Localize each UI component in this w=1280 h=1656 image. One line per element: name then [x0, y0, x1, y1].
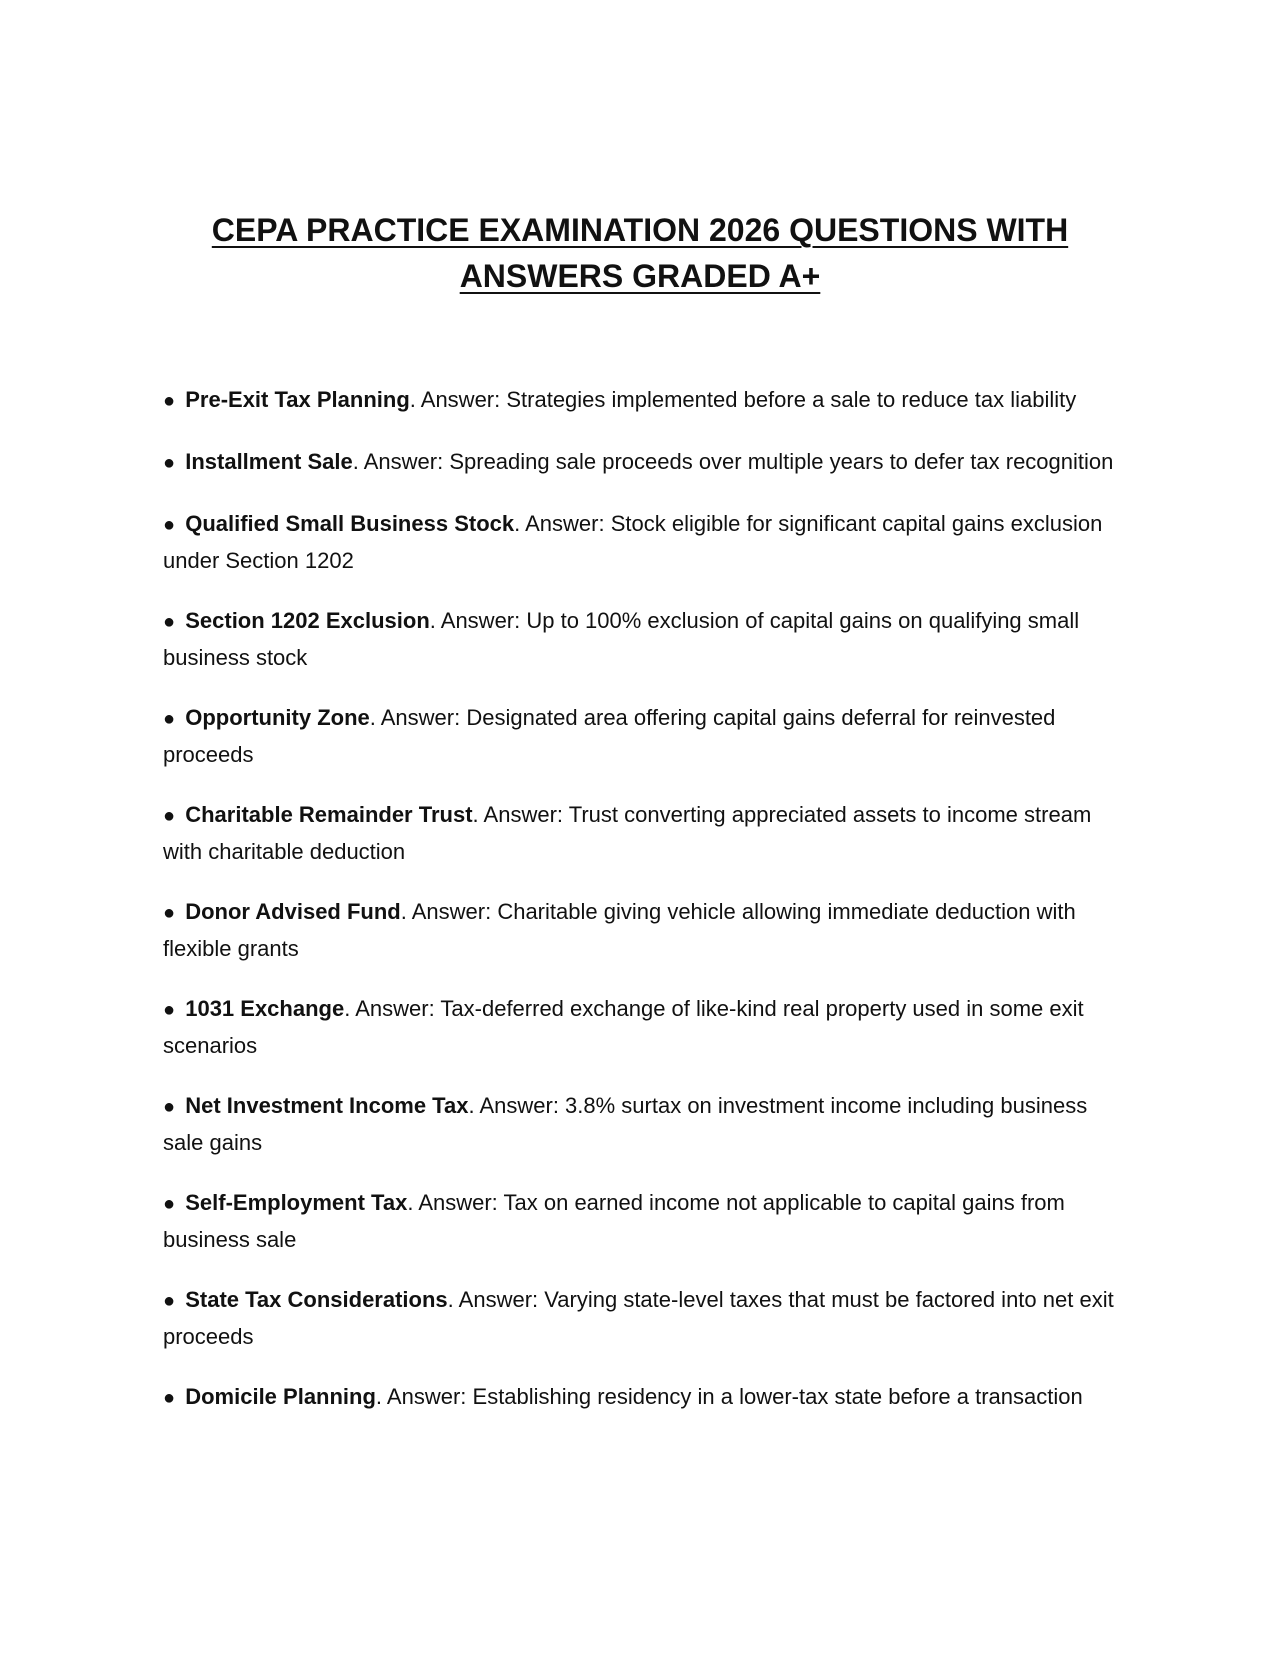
item-term: Donor Advised Fund [185, 899, 401, 924]
answer-prefix: . Answer: [409, 387, 507, 412]
bullet-icon: ● [163, 1290, 176, 1312]
bullet-icon: ● [163, 1387, 176, 1409]
bullet-icon: ● [163, 452, 176, 474]
list-item [163, 991, 1123, 1063]
item-answer: Up to 100% exclusion of capital gains on qualifying small business stock [163, 608, 1080, 670]
bullet-icon: ● [163, 1096, 176, 1118]
list-item [163, 603, 1123, 675]
answer-prefix: . Answer: [352, 449, 450, 474]
item-term: Self-Employment Tax [185, 1190, 408, 1215]
list-item [163, 700, 1123, 772]
bullet-icon: ● [163, 999, 176, 1021]
list-item [163, 1282, 1123, 1354]
item-term: Section 1202 Exclusion [185, 608, 430, 633]
item-term: Charitable Remainder Trust [185, 802, 473, 827]
item-term: Installment Sale [185, 449, 353, 474]
item-answer: Varying state-level taxes that must be factored into net exit proceeds [163, 1287, 1114, 1349]
item-term: Pre-Exit Tax Planning [185, 387, 410, 412]
item-answer: Tax on earned income not applicable to capital gains from business sale [163, 1190, 1065, 1252]
item-answer: Charitable giving vehicle allowing immediate deduction with flexible grants [163, 899, 1076, 961]
bullet-icon: ● [163, 514, 176, 536]
answer-prefix: . Answer: [344, 996, 441, 1021]
list-item [163, 382, 1123, 419]
answer-prefix: . Answer: [429, 608, 527, 633]
list-item [163, 506, 1123, 578]
answer-prefix: . Answer: [472, 802, 569, 827]
list-item [163, 444, 1123, 481]
item-term: Net Investment Income Tax [185, 1093, 469, 1118]
bullet-icon: ● [163, 1193, 176, 1215]
title-line-2: ANSWERS GRADED A+ [459, 258, 821, 294]
item-answer: 3.8% surtax on investment income including business sale gains [163, 1093, 1088, 1155]
item-term: Opportunity Zone [185, 705, 370, 730]
item-answer: Tax-deferred exchange of like-kind real property used in some exit scenarios [163, 996, 1084, 1058]
item-answer: Spreading sale proceeds over multiple years to defer tax recognition [449, 449, 1114, 474]
list-item [163, 797, 1123, 869]
item-answer: Trust converting appreciated assets to income stream with charitable deduction [163, 802, 1092, 864]
item-answer: Strategies implemented before a sale to reduce tax liability [506, 387, 1077, 412]
answer-prefix: . Answer: [447, 1287, 545, 1312]
bullet-icon: ● [163, 611, 176, 633]
bullet-icon: ● [163, 805, 176, 827]
item-term: 1031 Exchange [185, 996, 345, 1021]
title-line-1: CEPA PRACTICE EXAMINATION 2026 QUESTIONS WITH [211, 212, 1069, 248]
list-item [163, 1088, 1123, 1160]
item-term: State Tax Considerations [185, 1287, 448, 1312]
list-item [163, 1185, 1123, 1257]
answer-prefix: . Answer: [400, 899, 498, 924]
item-answer: Stock eligible for significant capital gains exclusion under Section 1202 [163, 511, 1103, 573]
list-item [163, 894, 1123, 966]
qa-list [163, 382, 1123, 1441]
list-item [163, 1379, 1123, 1416]
answer-prefix: . Answer: [514, 511, 611, 536]
item-answer: Establishing residency in a lower-tax state before a transaction [472, 1384, 1083, 1409]
bullet-icon: ● [163, 708, 176, 730]
item-answer: Designated area offering capital gains deferral for reinvested proceeds [163, 705, 1056, 767]
bullet-icon: ● [163, 390, 176, 412]
document-title [120, 207, 1160, 299]
item-term: Qualified Small Business Stock [185, 511, 515, 536]
answer-prefix: . Answer: [407, 1190, 504, 1215]
bullet-icon: ● [163, 902, 176, 924]
answer-prefix: . Answer: [468, 1093, 566, 1118]
item-term: Domicile Planning [185, 1384, 376, 1409]
answer-prefix: . Answer: [369, 705, 467, 730]
answer-prefix: . Answer: [375, 1384, 473, 1409]
